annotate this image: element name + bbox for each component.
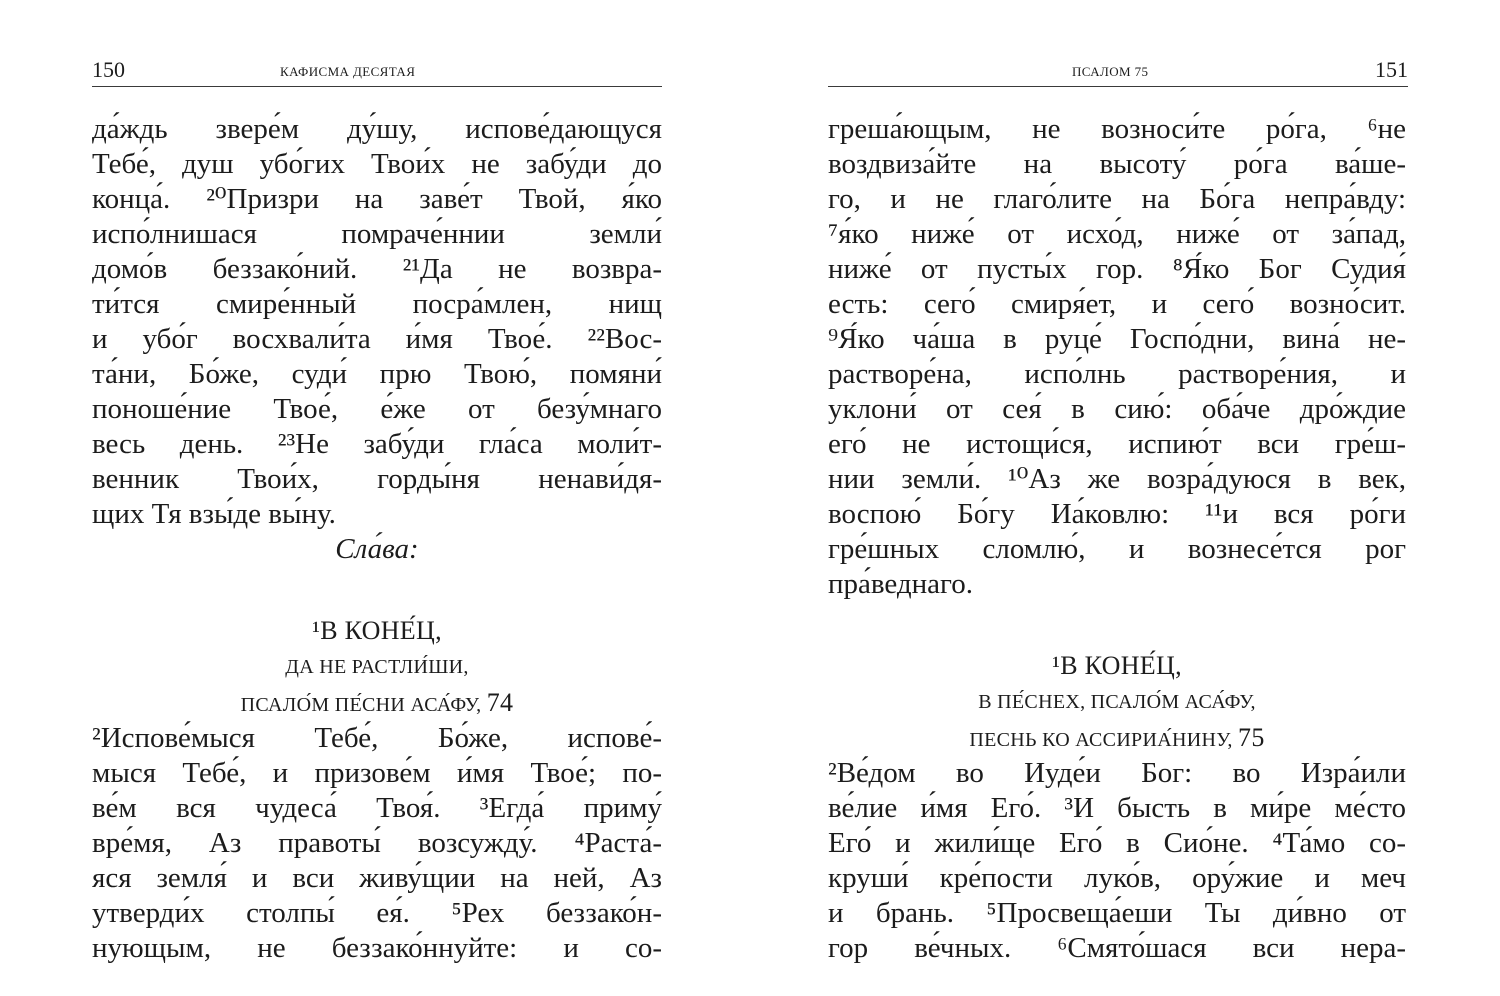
- psalm-heading-line: [92, 613, 662, 649]
- right-page: [750, 0, 1500, 996]
- psalm-heading-line: В ПЕ́СНЕХ, ПСАЛО́М АСА́ФУ,: [978, 691, 1256, 713]
- text-line: го, и не глаго́лите на Бо́га непра́вду:: [828, 183, 1406, 215]
- text-line: испо́лнишася помраче́ннии земли́: [92, 218, 662, 250]
- left-page-number: 150: [92, 57, 125, 82]
- text-line: уклони́ от сея́ в сию́: оба́че дро́ждие: [828, 393, 1406, 425]
- text-line: ⁷я́ко ниже́ от исхо́д, ниже́ от за́пад,: [828, 218, 1406, 250]
- text-line: есть: сего́ смиря́ет, и сего́ возно́сит.: [828, 288, 1406, 320]
- text-line: ве́м вся чудеса́ Твоя́. ³Егда́ приму́: [92, 792, 662, 824]
- text-line: мыся Тебе́, и призове́м и́мя Твое́; по-: [92, 757, 662, 789]
- psalm-heading-text: ПЕСНЬ КО АССИРИА́НИНУ,: [969, 729, 1233, 751]
- text-line: ²Испове́мыся Тебе́, Бо́же, испове́-: [92, 722, 662, 754]
- psalm-heading-lead: ¹В КОНЕ́Ц,: [312, 616, 442, 645]
- right-running-head: [828, 52, 1408, 87]
- text-line: воспою́ Бо́гу Иа́ковлю: ¹¹и вся ро́ги: [828, 498, 1406, 530]
- left-running-title: КАФИСМА ДЕСЯТАЯ: [280, 64, 416, 79]
- text-line: ти́тся смире́нный посра́млен, нищ: [92, 288, 662, 320]
- text-line: та́ни, Бо́же, суди́ прю Твою́, помяни́: [92, 358, 662, 390]
- text-line: его́ не истощи́ся, испию́т вси гре́ш-: [828, 428, 1406, 460]
- text-line: яся земля́ и вси живу́щии на ней, Аз: [92, 862, 662, 894]
- text-line: греша́ющым, не возноси́те ро́га, ⁶не: [828, 113, 1406, 145]
- psalm-heading-text: ПСАЛО́М ПЕ́СНИ АСА́ФУ,: [240, 694, 482, 716]
- text-line: ⁹Я́ко ча́ша в руце́ Госпо́дни, вина́ не-: [828, 323, 1406, 355]
- psalm-heading-line: ДА НЕ РАСТЛИ́ШИ,: [285, 656, 469, 678]
- psalm-heading-line: [828, 720, 1406, 756]
- right-page-number: 151: [1375, 57, 1408, 82]
- slava-line: Сла́ва:: [335, 533, 419, 565]
- text-line: конца́. ²⁰Призри на заве́т Твой, я́ко: [92, 183, 662, 215]
- text-line: и убо́г восхвали́та и́мя Твое́. ²²Вос-: [92, 323, 662, 355]
- psalm-heading-line: [92, 685, 662, 721]
- text-line: нующым, не беззако́ннуйте: и со-: [92, 932, 662, 964]
- text-line: круши́ кре́пости луко́в, ору́жие и меч: [828, 862, 1406, 894]
- text-line: венник Твои́х, горды́ня ненави́дя-: [92, 463, 662, 495]
- text-line: да́ждь звере́м ду́шу, испове́дающуся: [92, 113, 662, 145]
- psalm-heading-lead: ¹В КОНЕ́Ц,: [1052, 651, 1182, 680]
- psalm-heading-line: [828, 648, 1406, 684]
- text-line: Его́ и жили́ще Его́ в Сио́не. ⁴Та́мо со-: [828, 827, 1406, 859]
- left-text-block: [92, 112, 662, 966]
- text-line: Тебе́, душ убо́гих Твои́х не забу́ди до: [92, 148, 662, 180]
- text-line: пра́веднаго.: [828, 568, 973, 600]
- text-line: весь день. ²³Не забу́ди гла́са моли́т-: [92, 428, 662, 460]
- right-text-block: [828, 112, 1406, 966]
- text-line: поноше́ние Твое́, е́же от безу́мнаго: [92, 393, 662, 425]
- psalm-number: 75: [1238, 723, 1265, 752]
- text-line: воздвиза́йте на высоту́ ро́га ва́ше-: [828, 148, 1406, 180]
- psalm-number: 74: [486, 688, 514, 717]
- text-line: ²Ве́дом во Иуде́и Бог: во Изра́или: [828, 757, 1406, 789]
- left-running-head: [92, 52, 662, 87]
- text-line: нии земли́. ¹⁰Аз же возра́дуюся в век,: [828, 463, 1406, 495]
- text-line: утверди́х столпы́ ея́. ⁵Рех беззако́н-: [92, 897, 662, 929]
- text-line: домо́в беззако́ний. ²¹Да не возвра-: [92, 253, 662, 285]
- text-line: ве́лие и́мя Его́. ³И бысть в ми́ре ме́сто: [828, 792, 1406, 824]
- text-line: ниже́ от пусты́х гор. ⁸Я́ко Бог Судия́: [828, 253, 1406, 285]
- text-line: и брань. ⁵Просвеща́еши Ты ди́вно от: [828, 897, 1406, 929]
- text-line: гре́шных сломлю́, и вознесе́тся рог: [828, 533, 1406, 565]
- text-line: гор ве́чных. ⁶Смято́шася вси нера-: [828, 932, 1406, 964]
- text-line: вре́мя, Аз правоты́ возсужду́. ⁴Раста́-: [92, 827, 662, 859]
- right-running-title: ПСАЛОМ 75: [1072, 64, 1149, 79]
- text-line: растворе́на, испо́лнь растворе́ния, и: [828, 358, 1406, 390]
- text-line: щих Тя взы́де вы́ну.: [92, 498, 336, 530]
